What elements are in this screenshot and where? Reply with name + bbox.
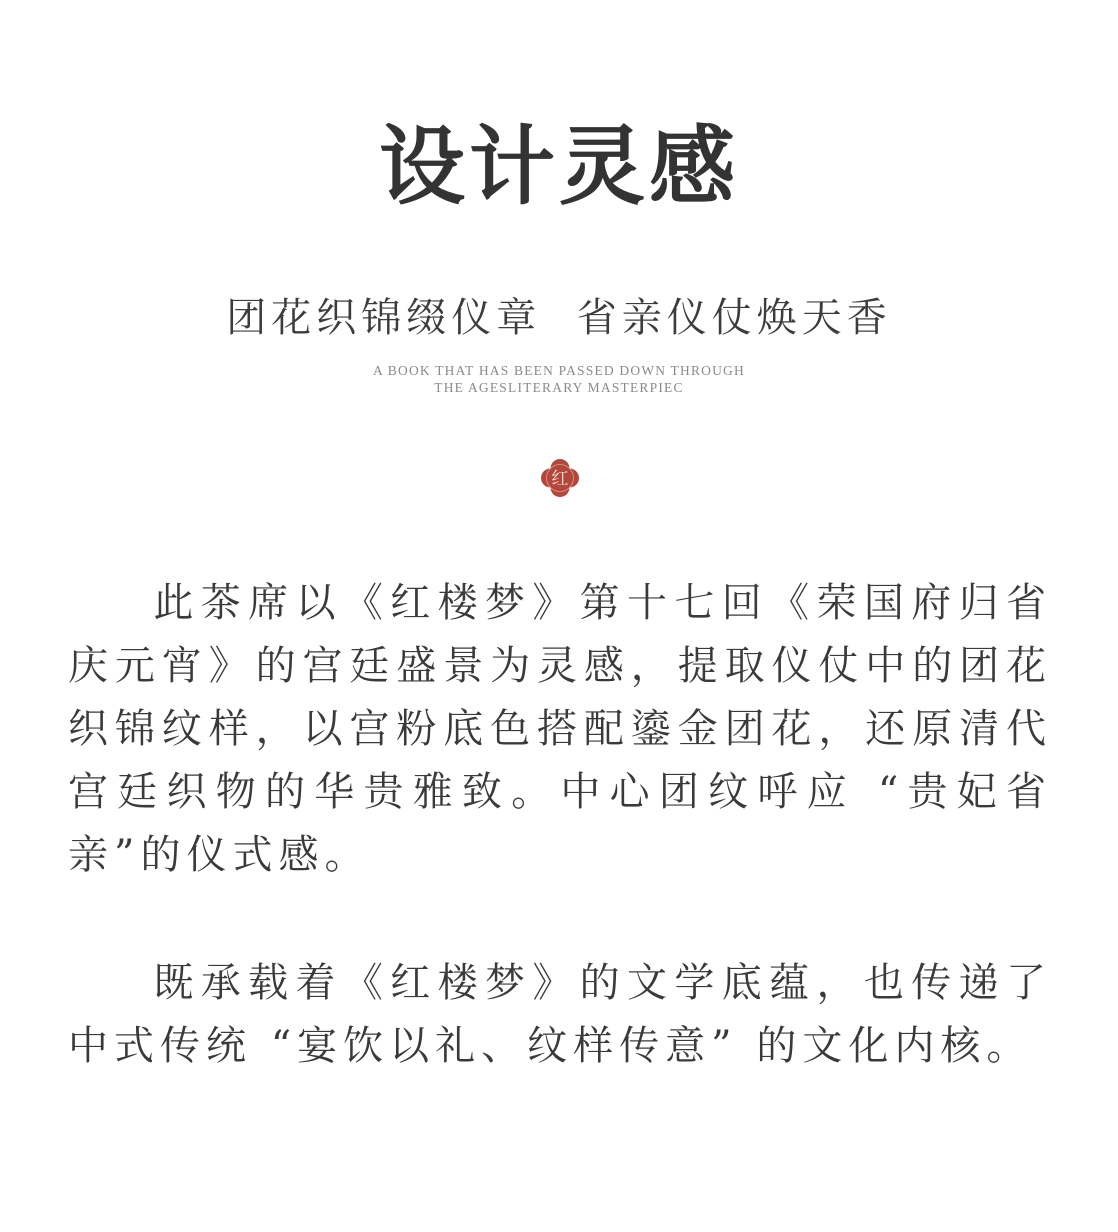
- english-caption-line-2: THE AGESLITERARY MASTERPIEC: [434, 380, 684, 395]
- english-caption: [0, 362, 1118, 396]
- paragraph-1-text: 此茶席以《红楼梦》第十七回《荣国府归省庆元宵》的宫廷盛景为灵感，提取仪仗中的团花织锦纹样，以宫粉底色搭配鎏金团花，还原清代宫廷织物的华贵雅致。中心团纹呼应 “贵妃省亲”的仪式感。: [68, 580, 1052, 878]
- paragraph-1: [68, 572, 1052, 887]
- subtitle: 团花织锦缀仪章 省亲仪仗焕天香: [226, 295, 892, 341]
- paragraph-2-text: 既承载着《红楼梦》的文学底蕴，也传递了中式传统 “宴饮以礼、纹样传意” 的文化内核。: [68, 960, 1052, 1069]
- page-title: 设计灵感: [379, 116, 739, 217]
- quatrefoil-seal-icon: [540, 458, 580, 498]
- english-caption-line-1: A BOOK THAT HAS BEEN PASSED DOWN THROUGH: [373, 363, 745, 378]
- seal-character: 红: [551, 469, 569, 489]
- paragraph-2: [68, 952, 1052, 1078]
